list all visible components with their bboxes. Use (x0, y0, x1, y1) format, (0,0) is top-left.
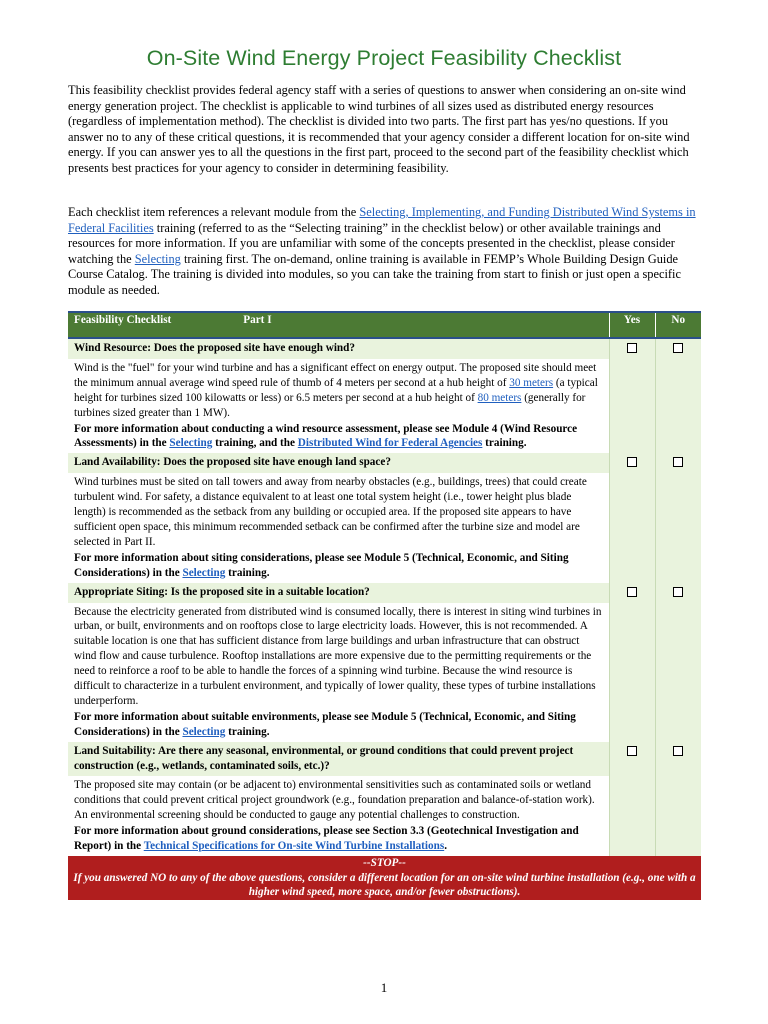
intro-text: Each checklist item references a relevant module from the (68, 205, 360, 219)
intro-paragraph-1: This feasibility checklist provides federal agency staff with a series of questions to answer when considering an on-site wind energy generation project. The checklist is applicable to wind turbines of all sizes used as distributed energy resources (regardless of implementation method). The checklist is divided into two parts. The first part has yes/no questions. If you answer no to any of these critical questions, it is recommended that your agency consider a different location for on-site wind energy. If you can answer yes to all the questions in the first part, proceed to the second part of the feasibility checklist which presents best practices for your agency to consider in determining feasibility. (68, 83, 690, 175)
selecting-link[interactable]: Selecting (134, 251, 181, 266)
description-text: Wind turbines must be sited on tall towers and away from nearby obstacles (e.g., buildings, trees) that could create turbulent wind. For safety, a distance equivalent to at least one total system height (i.e., tower height plus blade length) is recommended as the setback from any building or occupied area. If the proposed site appears to have sufficient open space, this minimum recommended setback can be confirmed after the turbine size and model are selected in Part II. (74, 476, 587, 548)
checklist-body-row (68, 473, 701, 582)
item-description (68, 473, 609, 582)
header-part-label: Part I (243, 314, 272, 326)
more-info-text (74, 551, 603, 581)
feasibility-checklist-table (68, 311, 701, 900)
text-run: . (444, 840, 447, 853)
selecting-link[interactable]: Selecting (182, 725, 226, 738)
text-run: For more information about suitable environments, please see Module 5 (Technical, Economic, and Siting Considerations) in the (74, 710, 576, 738)
checklist-body-row (68, 603, 701, 742)
header-no: No (655, 312, 701, 338)
description-text: Because the electricity generated from distributed wind is consumed locally, there is interest in siting wind turbines in urban, or built, environments and on rooftops close to large electricity loads. However, this is not recommended. A suitable location is one that has sufficient distance from large buildings and urban infrastructure that can obstruct wind flow and cause turbulence. Rooftop installations are more expensive due to the permitting requirements or the need to reinforce a roof to be able to handle the forces of a spinning wind turbine. Because the wind resource is difficult to characterize in a turbulent environment, and typically of lower quality, these types of turbine installations underperform. (74, 605, 602, 707)
yes-checkbox[interactable] (627, 746, 637, 756)
page-number: 1 (380, 980, 388, 995)
header-label: Feasibility Checklist (74, 314, 172, 326)
checklist-question-row (68, 453, 701, 473)
yes-checkbox[interactable] (627, 587, 637, 597)
question-text: Wind Resource: Does the proposed site have enough wind? (68, 338, 609, 359)
no-checkbox[interactable] (673, 343, 683, 353)
more-info-text (74, 710, 603, 740)
intro-paragraph-2 (68, 205, 700, 299)
header-yes: Yes (609, 312, 655, 338)
text-run: For more information about siting considerations, please see Module 5 (Technical, Economic, and Siting Considerations) in the (74, 551, 569, 579)
no-checkbox[interactable] (673, 746, 683, 756)
selecting-link[interactable]: Selecting (169, 437, 213, 450)
text-run: training. (225, 566, 270, 579)
checklist-question-row (68, 742, 701, 777)
text-run: Wind is the "fuel" for your wind turbine and has a significant effect on energy output. The proposed site should meet the minimum annual average wind speed rule of thumb of 4 meters per second at a hub height of (74, 361, 597, 389)
question-text: Land Availability: Does the proposed site have enough land space? (68, 453, 609, 473)
yes-cell (609, 583, 655, 742)
text-run: For more information about conducting a wind resource assessment, please see Module 4 (Wind Resource Assessments) in the (74, 422, 578, 450)
text-run: training, and the (212, 437, 298, 450)
description-text (74, 361, 603, 421)
text-run: training. (482, 437, 527, 450)
stop-heading: --STOP-- (363, 857, 406, 869)
description-text: The proposed site may contain (or be adjacent to) environmental sensitivities such as contaminated soils or wetland conditions that could prevent critical project groundwork (e.g., foundation preparation and balance-of-station work). An environmental screening should be conducted to gauge any potential challenges to construction. (74, 779, 595, 822)
no-cell (655, 583, 701, 742)
header-title-cell (68, 312, 609, 338)
no-cell (655, 338, 701, 453)
stop-banner-row (68, 856, 701, 900)
selecting-training-link[interactable]: Selecting, Implementing, and Funding Distributed Wind Systems in Federal Facilities (68, 205, 696, 235)
item-description (68, 359, 609, 453)
yes-cell (609, 338, 655, 453)
30-meters-link[interactable]: 30 meters (509, 376, 554, 389)
checklist-question-row (68, 338, 701, 359)
yes-cell (609, 453, 655, 582)
text-run: (a typical height for turbines sized 100 kilowatts or less) or 6.5 meters per second at a hub height of (74, 376, 598, 404)
distributed-wind-link[interactable]: Distributed Wind for Federal Agencies (297, 437, 483, 450)
no-cell (655, 453, 701, 582)
more-info-text (74, 824, 603, 854)
item-description (68, 776, 609, 856)
intro-text: training (referred to as the “Selecting training” in the checklist below) or other available trainings and resources for more information. If you are unfamiliar with some of the concepts presented in the checklist, please consider watching the (68, 220, 675, 266)
80-meters-link[interactable]: 80 meters (477, 391, 522, 404)
no-checkbox[interactable] (673, 457, 683, 467)
stop-banner (68, 856, 701, 900)
table-header-row (68, 312, 701, 338)
question-text: Appropriate Siting: Is the proposed site in a suitable location? (68, 583, 609, 603)
text-run: training. (225, 725, 270, 738)
checklist-question-row (68, 583, 701, 603)
no-cell (655, 742, 701, 856)
no-checkbox[interactable] (673, 587, 683, 597)
more-info-text (74, 422, 603, 452)
yes-checkbox[interactable] (627, 457, 637, 467)
technical-specifications-link[interactable]: Technical Specifications for On-site Wind Turbine Installations (143, 840, 445, 853)
stop-text: If you answered NO to any of the above questions, consider a different location for an on-site wind turbine installation (e.g., one with a higher wind speed, more space, and/or fewer obstructions). (73, 871, 696, 898)
intro-text: training first. The on-demand, online training is available in FEMP’s Whole Building Design Guide Course Catalog. The training is divided into modules, so you can take the training from start to finish or just open a specific module as needed. (68, 251, 681, 297)
page-title: On-Site Wind Energy Project Feasibility Checklist (146, 46, 622, 70)
text-run: (generally for turbines sized greater than 1 MW). (74, 391, 586, 419)
yes-checkbox[interactable] (627, 343, 637, 353)
yes-cell (609, 742, 655, 856)
selecting-link[interactable]: Selecting (182, 566, 226, 579)
question-text: Land Suitability: Are there any seasonal, environmental, or ground conditions that could prevent project construction (e.g., wetlands, contaminated soils, etc.)? (68, 742, 609, 777)
checklist-body-row (68, 359, 701, 453)
checklist-body-row (68, 776, 701, 856)
text-run: For more information about ground considerations, please see Section 3.3 (Geotechnical Investigation and Report) in the (74, 825, 579, 853)
item-description (68, 603, 609, 742)
